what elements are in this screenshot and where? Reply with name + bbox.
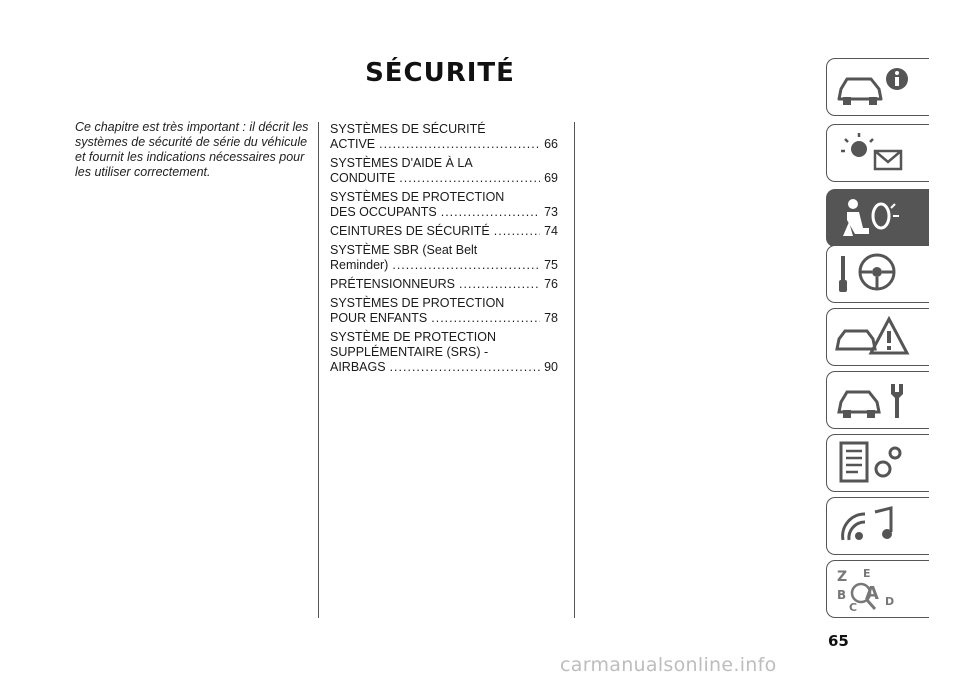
tab-car-info[interactable]	[826, 58, 929, 116]
toc-entry[interactable]	[330, 122, 558, 152]
toc-entry-title-line: AIRBAGS	[330, 360, 386, 374]
toc-entry-title-line: CONDUITE	[330, 171, 396, 185]
column-divider-right	[574, 122, 575, 618]
toc-entry-title-line: PRÉTENSIONNEURS	[330, 277, 456, 291]
toc-entry-title-line: SYSTÈMES D'AIDE À LA	[330, 156, 473, 170]
toc-entry[interactable]	[330, 277, 558, 292]
svg-text:Z: Z	[837, 569, 848, 585]
warning-light-message-icon	[833, 129, 925, 177]
toc-page-number: 76	[544, 277, 558, 291]
toc-entry[interactable]	[330, 296, 558, 326]
toc-entry-title-line: CEINTURES DE SÉCURITÉ	[330, 224, 490, 238]
multimedia-icon	[833, 502, 925, 550]
page-title: SÉCURITÉ	[365, 58, 515, 88]
toc-page-number: 90	[544, 360, 558, 374]
toc-entry-title-line: SYSTÈMES DE PROTECTION	[330, 296, 505, 310]
svg-text:C: C	[849, 601, 858, 613]
watermark[interactable]: carmanualsonline.info	[560, 654, 777, 676]
svg-text:E: E	[863, 567, 871, 580]
table-of-contents	[330, 122, 558, 379]
toc-entry-title-line: SYSTÈMES DE SÉCURITÉ	[330, 122, 486, 136]
toc-leader-dots	[399, 171, 540, 186]
column-divider-left	[318, 122, 319, 618]
tab-warning-lights[interactable]	[826, 124, 929, 182]
toc-leader-dots	[390, 360, 541, 375]
tab-multimedia[interactable]	[826, 497, 929, 555]
car-wrench-icon	[833, 376, 925, 424]
toc-entry-title-line: SYSTÈMES DE PROTECTION	[330, 190, 505, 204]
toc-entry-title-line: DES OCCUPANTS	[330, 205, 437, 219]
toc-entry[interactable]	[330, 156, 558, 186]
toc-page-number: 69	[544, 171, 558, 185]
tab-technical-data[interactable]	[826, 434, 929, 492]
toc-entry-title-line: SUPPLÉMENTAIRE (SRS) -	[330, 345, 489, 359]
tab-maintenance[interactable]	[826, 371, 929, 429]
tab-index[interactable]	[826, 560, 929, 618]
key-steering-wheel-icon	[833, 250, 925, 298]
specs-gear-icon	[833, 439, 925, 487]
toc-page-number: 75	[544, 258, 558, 272]
toc-entry-title-line: Reminder)	[330, 258, 389, 272]
tab-starting-driving[interactable]	[826, 245, 929, 303]
toc-leader-dots	[494, 224, 540, 239]
intro-text: Ce chapitre est très important : il décrit les systèmes de sécurité de série du véhicule et fournit les indications nécessaires pour les utiliser correctement.	[75, 120, 309, 179]
toc-page-number: 66	[544, 137, 558, 151]
svg-text:D: D	[885, 595, 895, 608]
toc-leader-dots	[441, 205, 540, 220]
toc-entry[interactable]	[330, 190, 558, 220]
toc-page-number: 74	[544, 224, 558, 238]
svg-text:B: B	[837, 588, 847, 602]
toc-leader-dots	[392, 258, 540, 273]
seat-airbag-icon	[833, 194, 925, 242]
toc-entry-title-line: POUR ENFANTS	[330, 311, 428, 325]
toc-entry-title-line: SYSTÈME SBR (Seat Belt	[330, 243, 478, 257]
toc-entry[interactable]	[330, 330, 558, 375]
toc-page-number: 78	[544, 311, 558, 325]
tab-safety[interactable]	[826, 189, 929, 247]
toc-leader-dots	[459, 277, 540, 292]
toc-entry-title-line: SYSTÈME DE PROTECTION	[330, 330, 496, 344]
toc-entry[interactable]	[330, 224, 558, 239]
toc-page-number: 73	[544, 205, 558, 219]
toc-entry[interactable]	[330, 243, 558, 273]
car-info-icon	[833, 63, 925, 111]
tab-emergency[interactable]	[826, 308, 929, 366]
car-warning-triangle-icon	[833, 313, 925, 361]
toc-leader-dots	[431, 311, 540, 326]
page-number: 65	[828, 632, 849, 650]
svg-text:A: A	[865, 583, 879, 604]
toc-entry-title-line: ACTIVE	[330, 137, 376, 151]
alphabetical-index-icon	[833, 565, 925, 613]
toc-leader-dots	[379, 137, 540, 152]
